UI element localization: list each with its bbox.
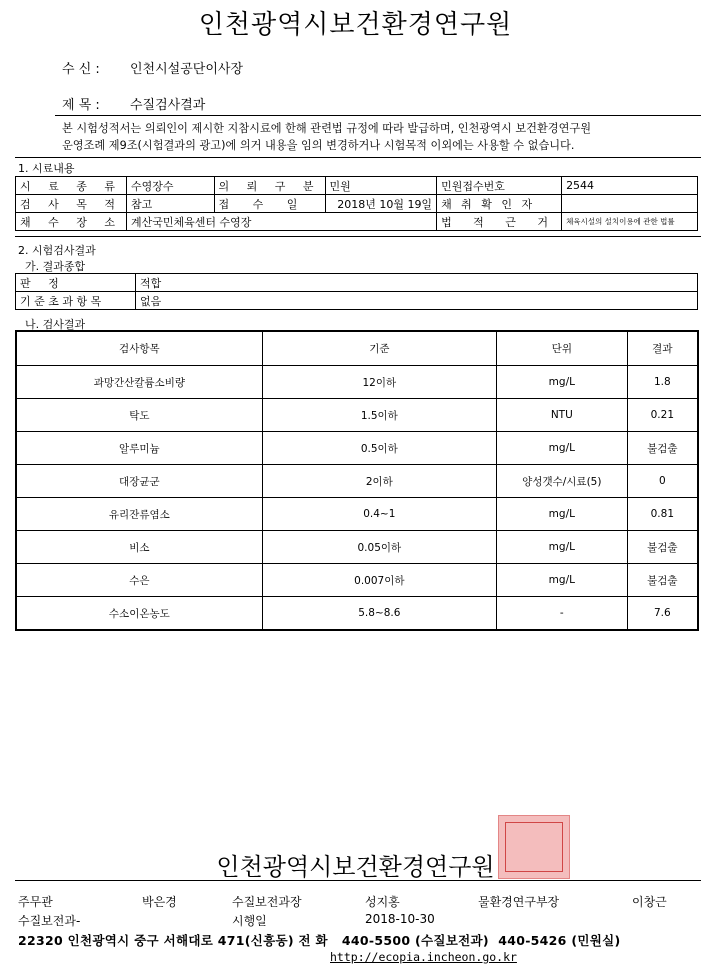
sample-row-3	[16, 213, 698, 231]
table-row	[16, 531, 698, 564]
item-standard: 12이하	[262, 366, 496, 399]
item-unit: mg/L	[497, 498, 628, 531]
section-sample: 1. 시료내용	[18, 162, 75, 175]
sample-info-table	[15, 176, 698, 231]
request-type-value: 민원	[325, 177, 437, 195]
section-results: 2. 시험검사결과	[18, 244, 96, 257]
complaint-number-label: 민원접수번호	[437, 177, 562, 195]
section-chief-name: 성지홍	[365, 895, 400, 909]
item-name: 유리잔류염소	[16, 498, 262, 531]
item-result: 0.81	[627, 498, 698, 531]
table-row	[16, 597, 698, 631]
legal-basis-label: 법 적 근 거	[437, 213, 562, 231]
sample-type-label: 시 료 종 류	[16, 177, 127, 195]
sample-row-2	[16, 195, 698, 213]
issue-date-label: 시행일	[232, 914, 267, 928]
item-unit: NTU	[497, 399, 628, 432]
item-name: 알루미늄	[16, 432, 262, 465]
table-row	[16, 498, 698, 531]
notice-text	[62, 120, 702, 154]
item-standard: 0.05이하	[262, 531, 496, 564]
item-unit: -	[497, 597, 628, 631]
subject-underline	[55, 115, 701, 116]
recipient-label: 수 신 :	[62, 62, 100, 77]
sample-row-1	[16, 177, 698, 195]
collector-label: 채 취 확 인 자	[437, 195, 562, 213]
item-result: 불검출	[627, 531, 698, 564]
subject-label: 제 목 :	[62, 98, 100, 113]
complaint-number-value: 2544	[562, 177, 698, 195]
item-unit: mg/L	[497, 432, 628, 465]
item-result: 7.6	[627, 597, 698, 631]
item-unit: mg/L	[497, 366, 628, 399]
item-result: 1.8	[627, 366, 698, 399]
item-name: 비소	[16, 531, 262, 564]
footer-divider	[15, 880, 701, 881]
document-title: 인천광역시보건환경연구원	[198, 10, 513, 40]
document-number: 수질보전과-	[18, 914, 81, 928]
item-result: 0.21	[627, 399, 698, 432]
item-standard: 5.8~8.6	[262, 597, 496, 631]
item-standard: 2이하	[262, 465, 496, 498]
sample-type-value: 수영장수	[127, 177, 215, 195]
item-standard: 0.4~1	[262, 498, 496, 531]
results-header-row	[16, 331, 698, 366]
item-unit: mg/L	[497, 564, 628, 597]
section-chief-title: 수질보전과장	[232, 895, 302, 909]
subsection-summary: 가. 결과종합	[25, 260, 86, 273]
results-table	[15, 330, 699, 631]
exceed-value: 없음	[136, 292, 698, 310]
judgement-value: 적합	[136, 274, 698, 292]
item-name: 탁도	[16, 399, 262, 432]
table-row	[16, 399, 698, 432]
collector-value	[562, 195, 698, 213]
received-date-value: 2018년 10월 19일	[325, 195, 437, 213]
address-line: 22320 인천광역시 중구 서해대로 471(신흥동) 전 화 440-5500 (수질보전과) 440-5426 (민원실)	[18, 933, 621, 948]
request-type-label: 의 뢰 구 분	[214, 177, 325, 195]
footer-organization: 인천광역시보건환경연구원	[216, 853, 495, 881]
item-standard: 1.5이하	[262, 399, 496, 432]
table-row	[16, 564, 698, 597]
item-result: 불검출	[627, 564, 698, 597]
subsection-results: 나. 검사결과	[25, 318, 86, 331]
item-unit: 양성갯수/시료(5)	[497, 465, 628, 498]
recipient-value: 인천시설공단이사장	[130, 62, 244, 77]
staff-title: 주무관	[18, 895, 53, 909]
dept-head-title: 물환경연구부장	[478, 895, 560, 909]
item-name: 대장균군	[16, 465, 262, 498]
summary-table	[15, 273, 698, 310]
legal-basis-value: 체육시설의 설치이용에 관한 법률	[562, 213, 698, 231]
notice-divider	[15, 157, 701, 158]
issue-date-value: 2018-10-30	[365, 912, 435, 926]
staff-name: 박은경	[142, 895, 177, 909]
exceed-row	[16, 292, 698, 310]
section-divider	[15, 236, 701, 237]
item-standard: 0.5이하	[262, 432, 496, 465]
notice-line-1: 본 시험성적서는 의뢰인이 제시한 지참시료에 한해 관련법 규정에 따라 발급하며, 인천광역시 보건환경연구원	[62, 122, 591, 135]
location-label: 채 수 장 소	[16, 213, 127, 231]
item-result: 0	[627, 465, 698, 498]
received-date-label: 접 수 일	[214, 195, 325, 213]
item-name: 수은	[16, 564, 262, 597]
purpose-label: 검 사 목 적	[16, 195, 127, 213]
item-unit: mg/L	[497, 531, 628, 564]
table-row	[16, 432, 698, 465]
item-result: 불검출	[627, 432, 698, 465]
item-name: 과망간산칼륨소비량	[16, 366, 262, 399]
judgement-row	[16, 274, 698, 292]
notice-line-2: 운영조례 제9조(시험결과의 광고)에 의거 내용을 임의 변경하거나 시험목적 이외에는 사용할 수 없습니다.	[62, 139, 575, 152]
item-standard: 0.007이하	[262, 564, 496, 597]
purpose-value: 참고	[127, 195, 215, 213]
item-name: 수소이온농도	[16, 597, 262, 631]
header-result: 결과	[627, 331, 698, 366]
header-unit: 단위	[497, 331, 628, 366]
dept-head-name: 이창근	[632, 895, 667, 909]
location-value: 계산국민체육센터 수영장	[127, 213, 437, 231]
header-item: 검사항목	[16, 331, 262, 366]
website-link[interactable]: http://ecopia.incheon.go.kr	[330, 950, 517, 964]
judgement-label: 판 정	[16, 274, 136, 292]
table-row	[16, 366, 698, 399]
subject-value: 수질검사결과	[130, 98, 206, 113]
exceed-label: 기 준 초 과 항 목	[16, 292, 136, 310]
header-standard: 기준	[262, 331, 496, 366]
table-row	[16, 465, 698, 498]
